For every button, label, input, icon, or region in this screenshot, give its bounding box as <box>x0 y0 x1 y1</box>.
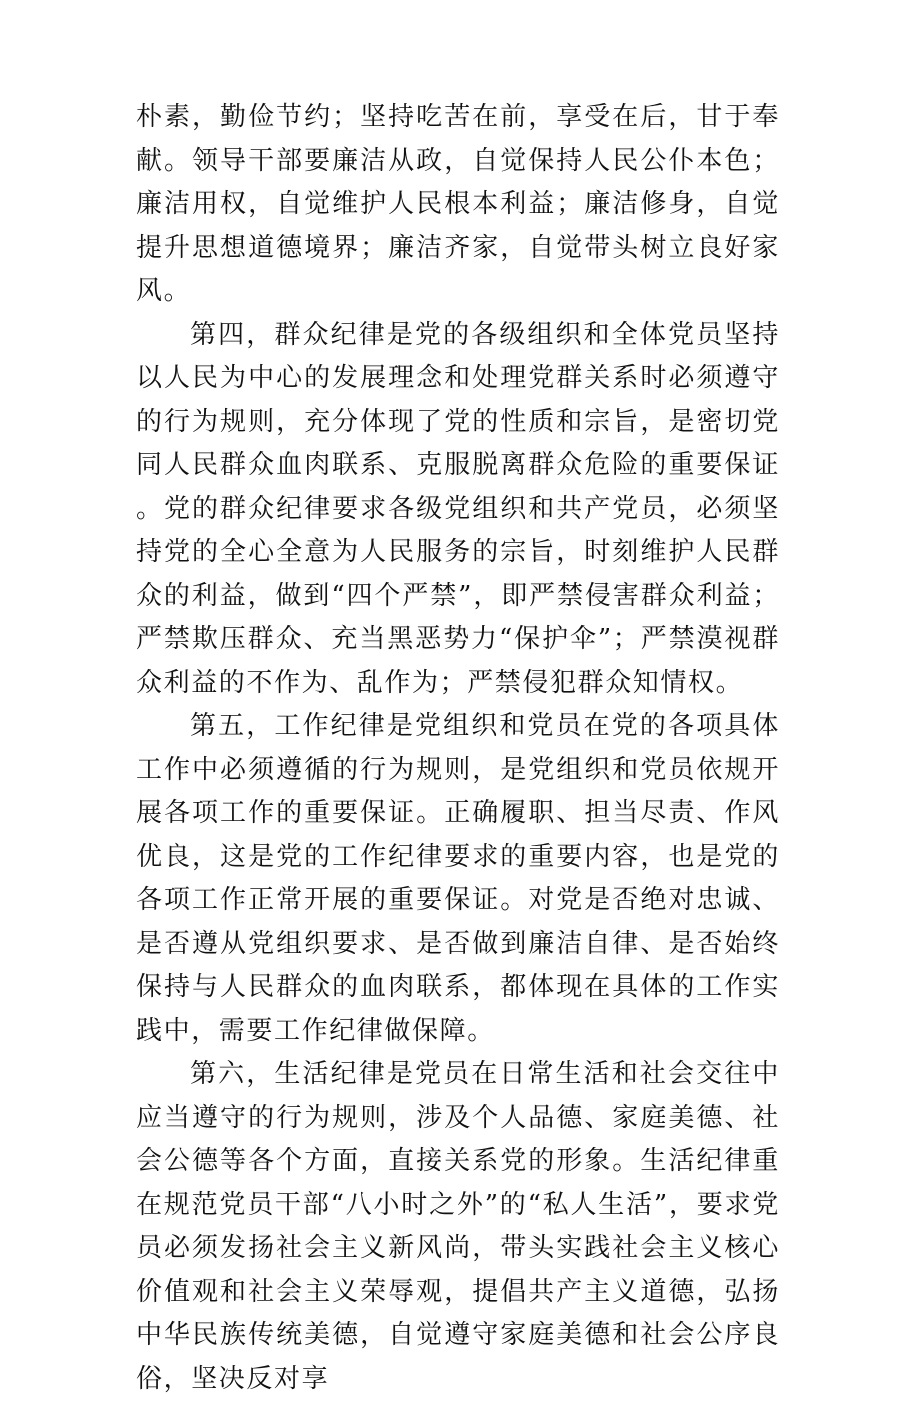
paragraph-2: 第四，群众纪律是党的各级组织和全体党员坚持以人民为中心的发展理念和处理党群关系时必须遵守的行为规则，充分体现了党的性质和宗旨，是密切党同人民群众血肉联系、克服脱离群众危险的重要保证。党的群众纪律要求各级党组织和共产党员，必须坚持党的全心全意为人民服务的宗旨，时刻维护人民群众的利益，做到“四个严禁”，即严禁侵害群众利益；严禁欺压群众、充当黑恶势力“保护伞”；严禁漠视群众利益的不作为、乱作为；严禁侵犯群众知情权。 <box>136 319 780 698</box>
paragraph-1: 朴素，勤俭节约；坚持吃苦在前，享受在后，甘于奉献。领导干部要廉洁从政，自觉保持人民公仆本色；廉洁用权，自觉维护人民根本利益；廉洁修身，自觉提升思想道德境界；廉洁齐家，自觉带头树立良好家风。 <box>136 102 780 306</box>
paragraph-3: 第五，工作纪律是党组织和党员在党的各项具体工作中必须遵循的行为规则，是党组织和党员依规开展各项工作的重要保证。正确履职、担当尽责、作风优良，这是党的工作纪律要求的重要内容，也是党的各项工作正常开展的重要保证。对党是否绝对忠诚、是否遵从党组织要求、是否做到廉洁自律、是否始终保持与人民群众的血肉联系，都体现在具体的工作实践中，需要工作纪律做保障。 <box>136 711 780 1046</box>
paragraph-4: 第六，生活纪律是党员在日常生活和社会交往中应当遵守的行为规则，涉及个人品德、家庭美德、社会公德等各个方面，直接关系党的形象。生活纪律重在规范党员干部“八小时之外”的“私人生活”，要求党员必须发扬社会主义新风尚，带头实践社会主义核心价值观和社会主义荣辱观，提倡共产主义道德，弘扬中华民族传统美德，自觉遵守家庭美德和社会公序良俗，坚决反对享 <box>136 1059 780 1394</box>
